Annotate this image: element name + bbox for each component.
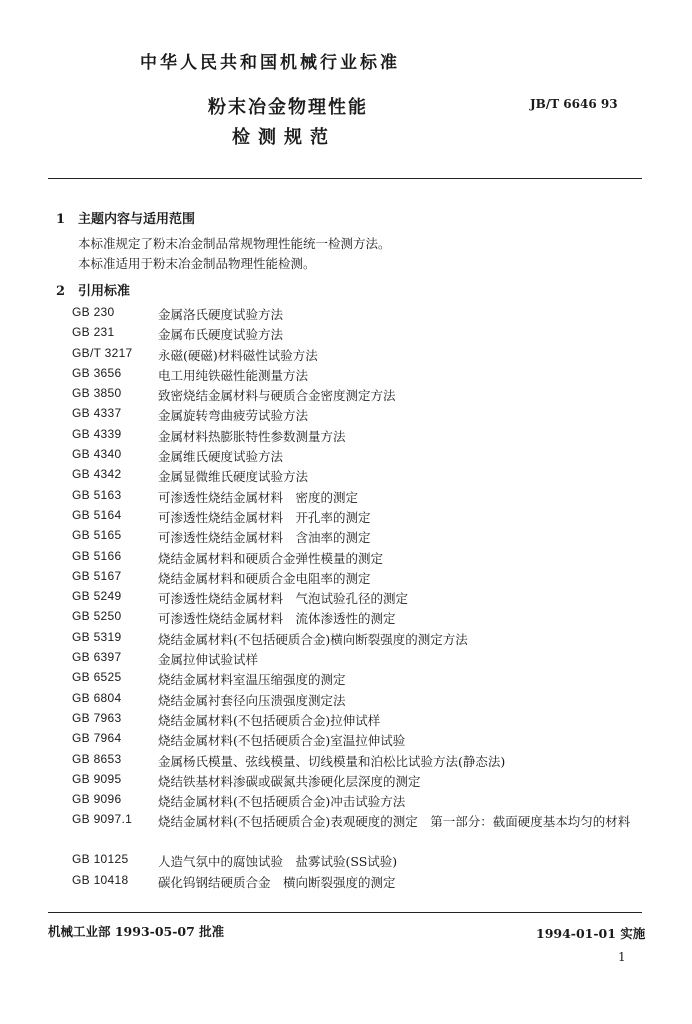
reference-code: GB 9096	[72, 792, 122, 807]
reference-title: 永磁(硬磁)材料磁性试验方法	[158, 347, 318, 363]
footer-divider	[48, 912, 642, 913]
reference-code: GB 9095	[72, 771, 122, 786]
reference-title: 碳化钨钢结硬质合金 横向断裂强度的测定	[158, 874, 396, 890]
reference-row	[72, 670, 642, 690]
reference-code: GB 3850	[72, 386, 122, 401]
reference-row	[72, 630, 642, 650]
reference-code: GB 5319	[72, 629, 122, 644]
reference-code: GB 5164	[72, 507, 122, 522]
reference-title: 金属旋转弯曲疲劳试验方法	[158, 408, 309, 424]
section-heading-scope	[56, 208, 195, 227]
section-number: 1	[56, 212, 66, 227]
reference-row	[72, 508, 642, 528]
reference-code: GB 4340	[72, 447, 122, 462]
reference-title: 烧结金属材料和硬质合金弹性模量的测定	[158, 550, 384, 566]
header-divider	[48, 178, 642, 179]
effective-date: 1994-01-01 实施	[536, 926, 646, 941]
reference-code: GB 4337	[72, 406, 122, 421]
reference-code: GB 5250	[72, 609, 122, 624]
reference-row	[72, 792, 642, 812]
reference-row	[72, 731, 642, 751]
reference-title: 烧结金属材料(不包括硬质合金)拉伸试样	[158, 712, 381, 728]
reference-row	[72, 549, 642, 569]
reference-title: 金属维氏硬度试验方法	[158, 449, 284, 465]
reference-code: GB 10125	[72, 852, 129, 867]
reference-title: 烧结金属材料(不包括硬质合金)表观硬度的测定 第一部分：截面硬度基本均匀的材料	[158, 814, 631, 830]
section-number: 2	[56, 284, 66, 299]
reference-code: GB 230	[72, 305, 115, 319]
document-title-line2: 检测规范	[232, 127, 336, 148]
reference-code: GB 7963	[72, 710, 122, 725]
scope-paragraph-2: 本标准适用于粉末冶金制品物理性能检测。	[78, 256, 316, 271]
reference-row	[72, 488, 642, 508]
reference-row	[72, 447, 642, 467]
reference-title: 金属拉伸试验试样	[158, 652, 259, 668]
reference-code: GB 5249	[72, 589, 122, 604]
reference-row	[72, 467, 642, 487]
reference-title: 可渗透性烧结金属材料 密度的测定	[158, 489, 359, 505]
reference-row	[72, 305, 642, 325]
reference-title: 金属显微维氏硬度试验方法	[158, 469, 309, 485]
reference-title: 可渗透性烧结金属材料 含油率的测定	[158, 530, 371, 546]
reference-row	[72, 772, 642, 792]
reference-code: GB 5165	[72, 528, 122, 543]
reference-code: GB 231	[72, 325, 115, 340]
reference-row	[72, 346, 642, 366]
reference-code: GB 9097.1	[72, 812, 133, 827]
reference-code: GB 6525	[72, 670, 122, 685]
reference-row	[72, 386, 642, 406]
reference-title: 金属洛氏硬度试验方法	[158, 307, 284, 322]
reference-code: GB 4342	[72, 467, 122, 482]
reference-row	[72, 427, 642, 447]
reference-row	[72, 609, 642, 629]
reference-code: GB 7964	[72, 731, 122, 746]
reference-code: GB 5163	[72, 487, 122, 502]
reference-row	[72, 812, 642, 852]
reference-code: GB 6397	[72, 650, 122, 665]
reference-title: 烧结金属衬套径向压溃强度测定法	[158, 692, 346, 708]
reference-row	[72, 325, 642, 345]
reference-row	[72, 852, 642, 872]
reference-row	[72, 406, 642, 426]
reference-code: GB 10418	[72, 872, 129, 887]
scope-paragraph-1: 本标准规定了粉末冶金制品常规物理性能统一检测方法。	[78, 236, 391, 251]
reference-row	[72, 366, 642, 386]
org-title: 中华人民共和国机械行业标准	[140, 53, 400, 73]
document-title-line1: 粉末冶金物理性能	[208, 97, 368, 118]
reference-title: 可渗透性烧结金属材料 气泡试验孔径的测定	[158, 591, 409, 607]
reference-code: GB 3656	[72, 365, 122, 380]
standard-number: JB/T 6646 93	[530, 97, 618, 111]
reference-row	[72, 650, 642, 670]
reference-title: 可渗透性烧结金属材料 流体渗透性的测定	[158, 611, 396, 627]
reference-code: GB 6804	[72, 690, 122, 705]
page-number: 1	[618, 950, 626, 964]
reference-code: GB 5166	[72, 548, 122, 563]
reference-title: 烧结铁基材料渗碳或碳氮共渗硬化层深度的测定	[158, 773, 421, 789]
reference-row	[72, 873, 642, 893]
reference-code: GB 8653	[72, 751, 122, 766]
reference-row	[72, 752, 642, 772]
reference-title: 烧结金属材料(不包括硬质合金)室温拉伸试验	[158, 733, 406, 749]
reference-title: 烧结金属材料(不包括硬质合金)冲击试验方法	[158, 794, 406, 810]
section-title: 主题内容与适用范围	[78, 212, 196, 227]
reference-title: 电工用纯铁磁性能测量方法	[158, 367, 309, 383]
reference-title: 金属杨氏模量、弦线模量、切线模量和泊松比试验方法(静态法)	[158, 753, 506, 769]
reference-code: GB 5167	[72, 568, 122, 583]
reference-title: 烧结金属材料室温压缩强度的测定	[158, 672, 346, 688]
approval-note: 机械工业部 1993-05-07 批准	[48, 924, 225, 939]
reference-row	[72, 691, 642, 711]
reference-title: 烧结金属材料(不包括硬质合金)横向断裂强度的测定方法	[158, 631, 468, 647]
reference-list	[72, 305, 642, 893]
section-title: 引用标准	[78, 284, 131, 299]
reference-title: 致密烧结金属材料与硬质合金密度测定方法	[158, 388, 396, 404]
reference-title: 烧结金属材料和硬质合金电阻率的测定	[158, 570, 371, 586]
reference-row	[72, 711, 642, 731]
reference-title: 金属布氏硬度试验方法	[158, 327, 284, 343]
reference-code: GB/T 3217	[72, 345, 133, 360]
reference-row	[72, 569, 642, 589]
reference-row	[72, 528, 642, 548]
reference-title: 人造气氛中的腐蚀试验 盐雾试验(SS试验)	[158, 854, 398, 870]
reference-title: 金属材料热膨胀特性参数测量方法	[158, 428, 346, 444]
reference-title: 可渗透性烧结金属材料 开孔率的测定	[158, 509, 371, 525]
reference-code: GB 4339	[72, 426, 122, 441]
section-heading-references	[56, 280, 130, 299]
reference-row	[72, 589, 642, 609]
